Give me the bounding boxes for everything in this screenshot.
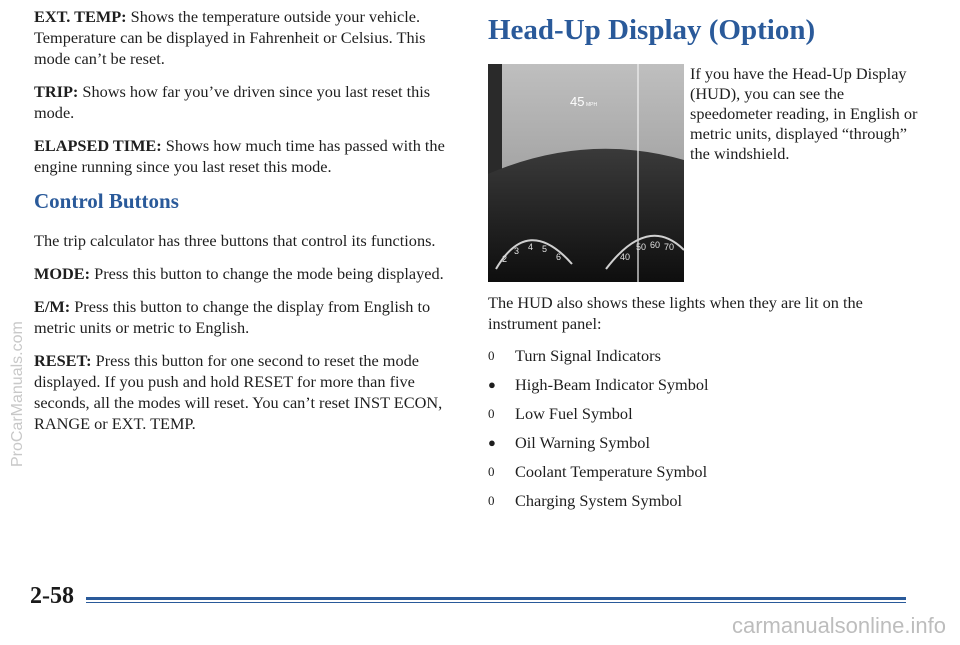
page-number: 2-58	[30, 583, 74, 609]
lights-list	[488, 346, 928, 520]
em-paragraph	[34, 296, 464, 338]
dashboard	[488, 149, 684, 282]
term-description: Shows the temperature outside your vehicle. Temperature can be displayed in Fahrenheit or Celsius. This mode can’t be reset.	[34, 7, 426, 68]
hud-photo	[488, 64, 684, 282]
tick-label: 50	[636, 242, 647, 252]
list-item	[488, 462, 928, 491]
footer-rule-thin	[86, 602, 906, 603]
hud-title: Head-Up Display (Option)	[488, 14, 816, 46]
tick-label: 3	[514, 246, 520, 256]
term-description: Shows how far you’ve driven since you last reset this mode.	[34, 82, 431, 122]
light-label: Turn Signal Indicators	[515, 346, 661, 365]
light-label: Oil Warning Symbol	[515, 433, 650, 452]
page-footer	[30, 583, 906, 613]
hud-description	[690, 64, 930, 164]
tick-label: 2	[502, 254, 508, 264]
term-label: MODE:	[34, 264, 91, 283]
control-intro: The trip calculator has three buttons that control its functions.	[34, 231, 436, 250]
hud-lights-section	[488, 292, 928, 520]
tick-label: 70	[664, 242, 675, 252]
bullet-icon: 0	[488, 464, 495, 479]
list-item	[488, 404, 928, 433]
light-label: High-Beam Indicator Symbol	[515, 375, 709, 394]
bullet-icon: ●	[488, 435, 496, 450]
list-item	[488, 346, 928, 375]
tick-label: 6	[556, 252, 562, 262]
bullet-icon: 0	[488, 493, 495, 508]
term-description: Press this button to change the mode being displayed.	[90, 264, 444, 283]
footer-rule	[86, 597, 906, 600]
elapsed-time-paragraph	[34, 135, 464, 177]
ext-temp-paragraph	[34, 6, 464, 69]
term-label: RESET:	[34, 351, 92, 370]
list-item	[488, 433, 928, 462]
bullet-icon: 0	[488, 406, 495, 421]
term-label: E/M:	[34, 297, 71, 316]
hud-photo-image	[488, 64, 684, 282]
list-item	[488, 491, 928, 520]
tick-label: 4	[528, 242, 534, 252]
reset-paragraph	[34, 350, 464, 434]
term-label: EXT. TEMP:	[34, 7, 127, 26]
lights-intro: The HUD also shows these lights when they are lit on the instrument panel:	[488, 293, 863, 333]
tick-label: 40	[620, 252, 631, 262]
control-buttons-heading: Control Buttons	[34, 189, 179, 213]
bottom-watermark: carmanualsonline.info	[731, 613, 946, 638]
mode-paragraph	[34, 263, 464, 284]
bullet-icon: 0	[488, 348, 495, 363]
trip-paragraph	[34, 81, 464, 123]
light-label: Low Fuel Symbol	[515, 404, 633, 423]
hud-description-text: If you have the Head-Up Display (HUD), you can see the speedometer reading, in English or metric units, displayed “through” the windshield.	[690, 64, 918, 163]
term-description: Shows how much time has passed with the engine running since you last reset this mode.	[34, 136, 445, 176]
tick-label: 5	[542, 244, 548, 254]
list-item	[488, 375, 928, 404]
term-label: TRIP:	[34, 82, 79, 101]
tick-label: 60	[650, 240, 661, 250]
side-watermark: ProCarManuals.com	[9, 321, 26, 467]
left-column	[34, 6, 464, 446]
term-label: ELAPSED TIME:	[34, 136, 162, 155]
light-label: Charging System Symbol	[515, 491, 683, 510]
hud-speed-reading: 45	[570, 94, 585, 109]
right-column	[488, 14, 928, 510]
term-description: Press this button for one second to reset the mode displayed. If you push and hold RESET for more than five seconds, all the modes will reset. You can’t reset INST ECON, RANGE or EXT. TEMP.	[34, 351, 443, 433]
hud-speed-unit: MPH	[586, 102, 598, 108]
bullet-icon: ●	[488, 377, 496, 392]
term-description: Press this button to change the display from English to metric units or metric to English.	[34, 297, 431, 337]
light-label: Coolant Temperature Symbol	[515, 462, 708, 481]
